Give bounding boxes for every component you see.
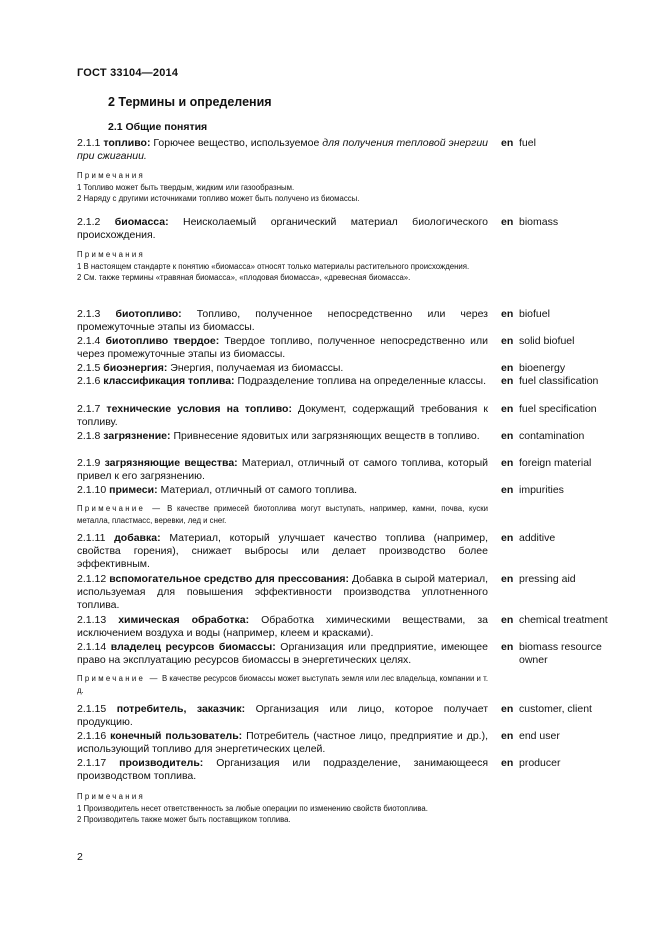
term-en-2-1-17: en producer [501,757,561,769]
term-2-1-12: 2.1.12 вспомогательное средство для прессования: Добавка в сырой материал, используемая для повышения эффективности производства уплотненного топлива. [77,573,488,611]
term-en-2-1-12: en pressing aid [501,573,576,585]
term-en-2-1-2: en biomass [501,216,559,228]
page-number: 2 [77,851,83,863]
note-3: Примечание — В качестве примесей биотоплива могут выступать, например, камни, почва, куски металла, пластмасс, веревки, лед и снег. [77,504,488,525]
note-4: Примечание — В качестве ресурсов биомассы может выступать земля или лес владельца, компании и т. д. [77,674,488,695]
term-en-2-1-3: en biofuel [501,308,550,320]
term-2-1-9: 2.1.9 загрязняющие вещества: Материал, отличный от самого топлива, который привел к его загрязнению. [77,457,489,482]
term-en-2-1-6: en fuel classification [501,375,599,387]
term-2-1-10: 2.1.10 примеси: Материал, отличный от самого топлива. [77,484,358,496]
term-en-2-1-14: en biomass resource owner [501,641,602,666]
note-2: Примечания 1 В настоящем стандарте к понятию «биомасса» относят только материалы растительного происхождения. 2 См. также термины «травяная биомасса», «плодовая биомасса», «древесная биомасса». [77,250,470,282]
term-2-1-1: 2.1.1 топливо: Горючее вещество, используемое для получения тепловой энергии при сжигании. [77,137,489,162]
term-en-2-1-15: en customer, client [501,703,592,715]
term-2-1-11: 2.1.11 добавка: Материал, который улучшает качество топлива (например, свойства горения), снижает выбросы или делает производство более эффективным. [77,532,488,570]
term-2-1-3: 2.1.3 биотопливо: Топливо, полученное непосредственно или через промежуточные этапы из биомассы. [77,308,488,333]
term-en-2-1-9: en foreign material [501,457,592,469]
term-2-1-17: 2.1.17 производитель: Организация или подразделение, занимающееся производством топлива. [77,757,489,782]
term-2-1-8: 2.1.8 загрязнение: Привнесение ядовитых или загрязняющих веществ в топливо. [77,430,480,442]
subsection-title: 2.1 Общие понятия [108,121,208,133]
term-en-2-1-10: en impurities [501,484,564,496]
term-2-1-4: 2.1.4 биотопливо твердое: Твердое топливо, полученное непосредственно или через промежуточные этапы из биомассы. [77,335,488,360]
note-1: Примечания 1 Топливо может быть твердым, жидким или газообразным. 2 Наряду с другими источниками топливо может быть получено из биомассы. [77,171,360,203]
term-2-1-7: 2.1.7 технические условия на топливо: Документ, содержащий требования к топливу. [77,403,488,428]
term-2-1-5: 2.1.5 биоэнергия: Энергия, получаемая из биомассы. [77,362,344,374]
term-2-1-15: 2.1.15 потребитель, заказчик: Организация или лицо, которое получает продукцию. [77,703,489,728]
term-2-1-13: 2.1.13 химическая обработка: Обработка химическими веществами, за исключением воздуха и воды (например, клеем и красками). [77,614,488,639]
term-en-2-1-8: en contamination [501,430,585,442]
section-title: 2 Термины и определения [108,95,272,109]
term-2-1-6: 2.1.6 классификация топлива: Подразделение топлива на определенные классы. [77,375,486,387]
note-5: Примечания 1 Производитель несет ответственность за любые операции по изменению свойств биотоплива. 2 Производитель также может быть поставщиком топлива. [77,792,428,824]
term-en-2-1-7: en fuel specification [501,403,597,415]
term-en-2-1-16: en end user [501,730,560,742]
term-en-2-1-5: en bioenergy [501,362,566,374]
term-en-2-1-4: en solid biofuel [501,335,575,347]
term-2-1-16: 2.1.16 конечный пользователь: Потребитель (частное лицо, предприятие и др.), использующий топливо для энергетических целей. [77,730,489,755]
term-en-2-1-1: en fuel [501,137,536,149]
document-header: ГОСТ 33104—2014 [77,67,179,79]
term-2-1-14: 2.1.14 владелец ресурсов биомассы: Организация или предприятие, имеющее право на эксплуатацию ресурсов биомассы в энергетических целях. [77,641,488,666]
term-2-1-2: 2.1.2 биомасса: Неисколаемый органический материал биологического происхождения. [77,216,489,241]
term-en-2-1-13: en chemical treatment [501,614,608,626]
term-en-2-1-11: en additive [501,532,556,544]
